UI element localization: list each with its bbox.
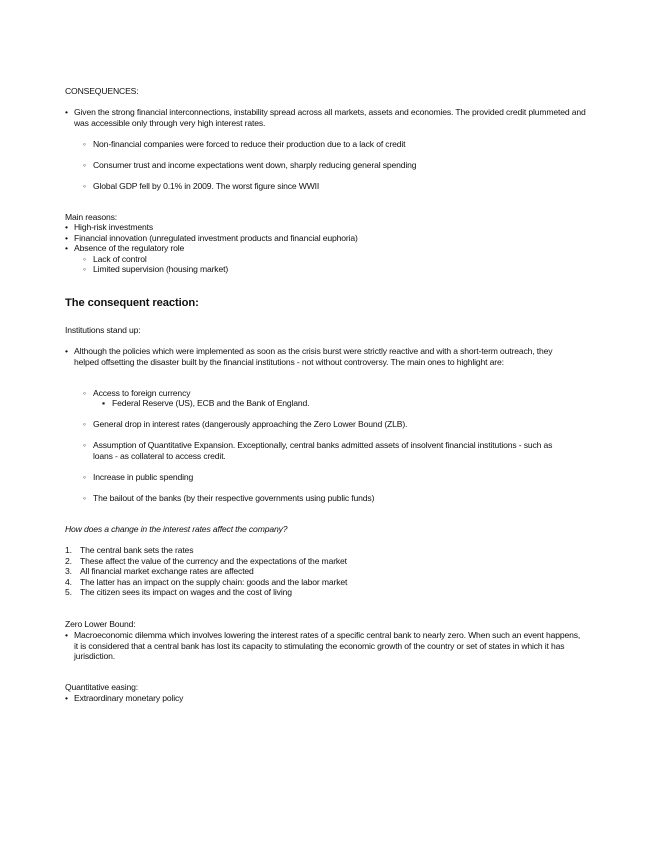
main-reasons-subitem [83, 254, 593, 265]
step-text: All financial market exchange rates are affected [80, 566, 254, 577]
sub-marker: ◦ [83, 160, 86, 170]
consequences-subitem-text: Consumer trust and income expectations went down, sharply reducing general spending [93, 160, 417, 170]
main-reasons-item-text: High-risk investments [74, 222, 153, 232]
reaction-subsubitem-text: Federal Reserve (US), ECB and the Bank of England. [112, 398, 310, 408]
reaction-subitem-text: Assumption of Quantitative Expansion. Exceptionally, central banks admitted assets of insolvent financial institutions - such as loans - as collateral to access credit. [93, 440, 553, 461]
interest-steps-list [65, 545, 565, 598]
interest-step [65, 566, 565, 577]
qe-bullet [65, 693, 594, 704]
reaction-subsubitem [102, 398, 572, 409]
step-number: 2. [65, 555, 72, 566]
main-reasons-item-text: Absence of the regulatory role [74, 243, 185, 253]
interest-step [65, 556, 565, 567]
reaction-subitem [83, 440, 573, 461]
main-reasons-subitem [83, 264, 593, 275]
step-number: 1. [65, 545, 72, 555]
step-text: These affect the value of the currency and the expectations of the market [80, 555, 347, 566]
reaction-subitem [83, 388, 593, 399]
bullet-marker: • [65, 346, 68, 356]
zlb-bullet-text: Macroeconomic dilemma which involves lowering the interest rates of a specific central bank to nearly zero. When such an event happens, it is considered that a central bank has lost its capacity to stimulating the economic growth of the country or set of states in which it has jurisdiction. [74, 630, 581, 662]
bullet-marker: • [65, 233, 68, 243]
main-reasons-item [65, 243, 594, 254]
reaction-subitem-text: General drop in interest rates (dangerously approaching the Zero Lower Bound (ZLB). [93, 419, 408, 429]
zlb-heading: Zero Lower Bound: [65, 619, 136, 629]
bullet-marker: • [65, 630, 68, 640]
step-number: 5. [65, 587, 72, 598]
interest-step [65, 577, 565, 588]
sub-marker: ◦ [83, 440, 86, 450]
consequences-bullet-text: Given the strong financial interconnections, instability spread across all markets, assets and economies. The provided credit plummeted and was accessible only through very high interest rates. [74, 107, 586, 128]
reaction-bullet-text: Although the policies which were implemented as soon as the crisis burst were strictly reactive and with a short-term outreach, they helped offsetting the disaster built by the financial institutions - not without controversy. The main ones to highlight are: [74, 346, 553, 367]
reaction-heading: The consequent reaction: [65, 297, 199, 309]
bullet-marker: • [65, 243, 68, 253]
consequences-heading: CONSEQUENCES: [65, 86, 139, 96]
consequences-subitem-text: Global GDP fell by 0.1% in 2009. The worst figure since WWII [93, 181, 320, 191]
reaction-subitem-text: Access to foreign currency [93, 388, 191, 398]
consequences-subitem [83, 181, 593, 192]
bullet-marker: • [65, 222, 68, 232]
reaction-subitem-text: The bailout of the banks (by their respective governments using public funds) [93, 493, 375, 503]
reaction-intro: Institutions stand up: [65, 325, 141, 335]
consequences-subitem-text: Non-financial companies were forced to reduce their production due to a lack of credit [93, 139, 406, 149]
main-reasons-heading: Main reasons: [65, 212, 118, 222]
main-reasons-item [65, 233, 594, 244]
step-text: The central bank sets the rates [80, 545, 194, 555]
main-reasons-subitem-text: Limited supervision (housing market) [93, 264, 229, 274]
sub-marker: ◦ [83, 264, 86, 274]
step-text: The citizen sees its impact on wages and the cost of living [80, 587, 292, 598]
reaction-subitem [83, 472, 593, 483]
main-reasons-item-text: Financial innovation (unregulated investment products and financial euphoria) [74, 233, 358, 243]
consequences-subitem [83, 139, 593, 150]
sub-marker: ◦ [83, 254, 86, 264]
qe-bullet-text: Extraordinary monetary policy [74, 693, 184, 703]
interest-question: How does a change in the interest rates affect the company? [65, 524, 288, 534]
sub-marker: ◦ [83, 388, 86, 398]
consequences-subitem [83, 160, 593, 171]
qe-heading: Quantitative easing: [65, 682, 138, 692]
consequences-bullet [65, 107, 594, 128]
subsub-marker: ▪ [102, 398, 105, 408]
reaction-subitem [83, 419, 593, 430]
reaction-bullet [65, 346, 571, 367]
sub-marker: ◦ [83, 472, 86, 482]
sub-marker: ◦ [83, 493, 86, 503]
reaction-subitem-text: Increase in public spending [93, 472, 194, 482]
reaction-subitem [83, 493, 593, 504]
interest-step [65, 545, 565, 556]
sub-marker: ◦ [83, 419, 86, 429]
bullet-marker: • [65, 107, 68, 117]
sub-marker: ◦ [83, 139, 86, 149]
step-text: The latter has an impact on the supply chain: goods and the labor market [80, 576, 348, 587]
interest-step [65, 587, 565, 598]
main-reasons-subitem-text: Lack of control [93, 254, 147, 264]
zlb-bullet [65, 630, 586, 662]
sub-marker: ◦ [83, 181, 86, 191]
main-reasons-item [65, 222, 594, 233]
step-number: 4. [65, 576, 72, 587]
bullet-marker: • [65, 693, 68, 703]
step-number: 3. [65, 566, 72, 577]
